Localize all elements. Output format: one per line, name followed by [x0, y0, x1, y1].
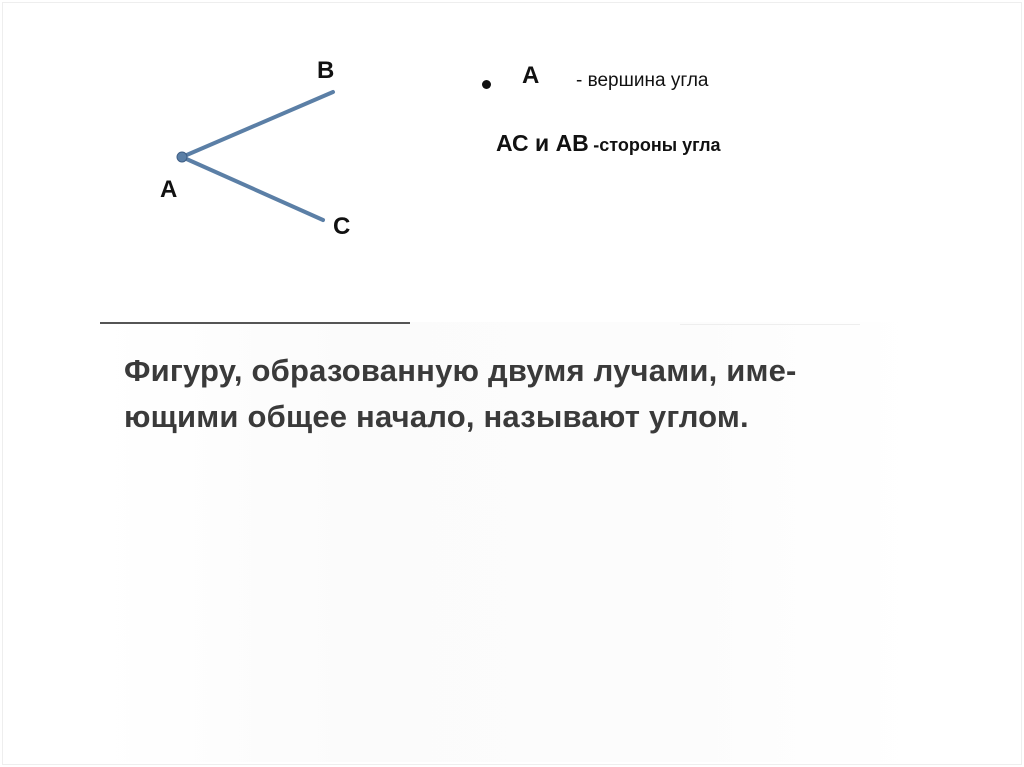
- legend-vertex-term: A: [522, 62, 540, 89]
- definition-scan: [100, 322, 920, 762]
- scan-rule: [100, 322, 410, 324]
- legend-vertex-desc: - вершина угла: [576, 70, 709, 91]
- point-label-b: B: [317, 57, 335, 84]
- angle-definition: [124, 348, 924, 440]
- point-label-a: A: [160, 176, 178, 203]
- angle-legend: [482, 58, 902, 156]
- ray-ab: [182, 92, 333, 157]
- legend-sides-row: [496, 130, 721, 157]
- point-label-c: C: [333, 213, 351, 240]
- bullet-icon: [482, 80, 491, 89]
- definition-line-2: ющими общее начало, называют углом.: [124, 399, 749, 434]
- vertex-dot: [177, 152, 187, 162]
- legend-vertex-row: [482, 58, 902, 98]
- legend-sides-term: АС и АВ: [496, 130, 589, 156]
- ray-ac: [182, 157, 323, 220]
- definition-line-1: Фигуру, образованную двумя лучами, име-: [124, 353, 797, 388]
- legend-sides-desc: -стороны угла: [593, 135, 721, 155]
- scan-rule-faint: [680, 324, 860, 325]
